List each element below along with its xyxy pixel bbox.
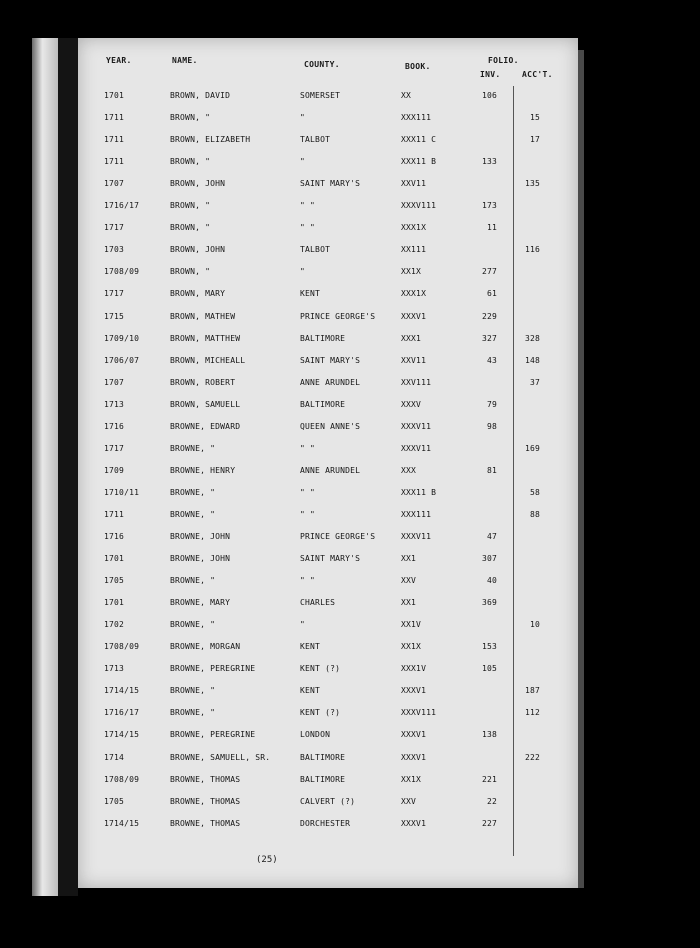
cell-year: 1709 [104,465,125,475]
cell-year: 1708/09 [104,642,140,652]
cell-acct: 15 [529,113,540,123]
cell-name: BROWN, MATHEW [170,311,236,321]
cell-name: BROWN, MARY [170,289,226,299]
cell-county: SAINT MARY'S [300,355,361,365]
cell-acct: 328 [524,333,540,343]
cell-county: BALTIMORE [300,333,346,343]
cell-acct: 88 [529,509,540,519]
cell-county: KENT [300,289,321,299]
cell-book: XX1X [401,267,422,277]
cell-name: BROWN, SAMUELL [170,399,241,409]
cell-name: BROWNE, MARY [170,598,231,608]
table-row [78,223,578,245]
cell-book: XXV [401,796,417,806]
cell-acct: 135 [524,179,540,189]
cell-book: XXXV1 [401,752,427,762]
header-year: YEAR. [106,56,132,65]
cell-book: XXXV1 [401,311,427,321]
cell-year: 1708/09 [104,774,140,784]
table-row [78,620,578,642]
cell-county: " [300,157,306,167]
cell-book: XX1X [401,642,422,652]
cell-year: 1702 [104,620,125,630]
table-row [78,488,578,510]
cell-county: QUEEN ANNE'S [300,421,361,431]
cell-year: 1713 [104,399,125,409]
table-row [78,686,578,708]
cell-county: KENT (?) [300,708,341,718]
cell-county: PRINCE GEORGE'S [300,532,376,541]
cell-county: SOMERSET [300,91,341,100]
cell-county: PRINCE GEORGE'S [300,311,376,321]
table-row [78,201,578,223]
cell-year: 1701 [104,91,125,100]
table-row [78,400,578,422]
cell-book: XXX1X [401,289,427,299]
cell-year: 1707 [104,179,125,189]
header-folio: FOLIO. [488,56,519,65]
cell-book: XXXV111 [401,201,437,211]
cell-acct: 148 [524,355,540,365]
cell-county: " " [300,201,316,211]
cell-county: SAINT MARY'S [300,179,361,189]
cell-inv: 98 [486,421,497,431]
cell-county: " " [300,576,316,586]
table-row [78,730,578,752]
page-right-edge [578,50,584,888]
cell-name: BROWNE, " [170,708,216,718]
cell-book: XXV [401,576,417,586]
cell-year: 1707 [104,377,125,387]
cell-county: " " [300,223,316,233]
cell-year: 1714/15 [104,686,140,696]
cell-acct: 58 [529,487,540,497]
table-row [78,356,578,378]
cell-book: XX [401,91,412,100]
cell-book: XXV11 [401,179,427,189]
cell-name: BROWN, DAVID [170,91,231,100]
cell-name: BROWNE, HENRY [170,465,236,475]
cell-inv: 277 [481,267,497,277]
cell-book: XXXV11 [401,532,432,541]
cell-year: 1701 [104,598,125,608]
cell-year: 1714/15 [104,818,140,828]
table-row [78,91,578,113]
cell-county: SAINT MARY'S [300,554,361,564]
cell-book: XXX11 B [401,487,437,497]
cell-book: XXX111 [401,509,432,519]
cell-inv: 327 [481,333,497,343]
table-row [78,510,578,532]
cell-county: TALBOT [300,135,331,145]
cell-name: BROWNE, PEREGRINE [170,664,256,674]
table-row [78,312,578,334]
cell-name: BROWNE, THOMAS [170,818,241,828]
cell-name: BROWNE, JOHN [170,554,231,564]
table-row [78,289,578,311]
cell-year: 1706/07 [104,355,140,365]
cell-year: 1717 [104,289,125,299]
cell-name: BROWN, ELIZABETH [170,135,251,145]
table-row [78,422,578,444]
film-edge-strip [32,38,58,896]
cell-book: XXXV11 [401,421,432,431]
cell-acct: 169 [524,443,540,453]
cell-name: BROWN, " [170,201,211,211]
cell-inv: 61 [486,289,497,299]
cell-book: XXX111 [401,113,432,123]
table-row [78,642,578,664]
cell-county: ANNE ARUNDEL [300,377,361,387]
cell-acct: 187 [524,686,540,696]
table-row [78,378,578,400]
table-row [78,664,578,686]
cell-inv: 227 [481,818,497,828]
cell-name: BROWNE, " [170,576,216,586]
cell-name: BROWNE, EDWARD [170,421,241,431]
cell-book: XX1 [401,554,417,564]
cell-county: BALTIMORE [300,774,346,784]
cell-inv: 40 [486,576,497,586]
cell-name: BROWN, ROBERT [170,377,236,387]
cell-year: 1716/17 [104,201,140,211]
cell-inv: 47 [486,532,497,541]
cell-year: 1716 [104,421,125,431]
table-row [78,267,578,289]
table-row [78,819,578,841]
cell-book: XXX [401,465,417,475]
cell-county: KENT (?) [300,664,341,674]
table-row [78,135,578,157]
cell-book: XX1V [401,620,422,630]
cell-book: XX111 [401,245,427,255]
cell-name: BROWNE, " [170,686,216,696]
cell-year: 1705 [104,576,125,586]
cell-year: 1711 [104,135,125,145]
cell-year: 1711 [104,113,125,123]
cell-name: BROWNE, JOHN [170,532,231,541]
cell-inv: 22 [486,796,497,806]
cell-year: 1715 [104,311,125,321]
cell-name: BROWNE, MORGAN [170,642,241,652]
cell-name: BROWNE, " [170,620,216,630]
cell-year: 1710/11 [104,487,140,497]
cell-acct: 112 [524,708,540,718]
cell-inv: 43 [486,355,497,365]
cell-book: XXV11 [401,355,427,365]
cell-year: 1705 [104,796,125,806]
cell-name: BROWNE, PEREGRINE [170,730,256,740]
cell-book: XXXV [401,399,422,409]
table-row [78,576,578,598]
cell-name: BROWNE, " [170,509,216,519]
cell-county: " [300,267,306,277]
cell-name: BROWN, MATTHEW [170,333,241,343]
cell-county: BALTIMORE [300,752,346,762]
cell-book: XXX11 C [401,135,437,145]
cell-county: BALTIMORE [300,399,346,409]
cell-inv: 138 [481,730,497,740]
cell-acct: 17 [529,135,540,145]
table-row [78,157,578,179]
cell-name: BROWN, " [170,223,211,233]
table-row [78,532,578,554]
cell-year: 1714 [104,752,125,762]
cell-year: 1703 [104,245,125,255]
cell-inv: 81 [486,465,497,475]
cell-county: KENT [300,686,321,696]
cell-year: 1716 [104,532,125,541]
cell-year: 1716/17 [104,708,140,718]
cell-name: BROWN, JOHN [170,179,226,189]
cell-name: BROWN, " [170,267,211,277]
cell-county: " " [300,443,316,453]
header-inv: INV. [480,70,501,79]
table-row [78,797,578,819]
cell-year: 1717 [104,223,125,233]
cell-county: TALBOT [300,245,331,255]
table-row [78,334,578,356]
cell-inv: 105 [481,664,497,674]
cell-year: 1708/09 [104,267,140,277]
cell-book: XXX1V [401,664,427,674]
cell-inv: 153 [481,642,497,652]
page-gutter [58,38,78,896]
header-county: COUNTY. [304,60,340,69]
cell-name: BROWNE, SAMUELL, SR. [170,752,271,762]
cell-county: ANNE ARUNDEL [300,465,361,475]
cell-book: XXX11 B [401,157,437,167]
cell-inv: 369 [481,598,497,608]
cell-book: XXXV11 [401,443,432,453]
table-row [78,708,578,730]
cell-book: XXXV1 [401,818,427,828]
table-row [78,554,578,576]
cell-inv: 173 [481,201,497,211]
cell-name: BROWNE, THOMAS [170,796,241,806]
cell-county: " " [300,487,316,497]
cell-year: 1709/10 [104,333,140,343]
cell-book: XXXV111 [401,708,437,718]
table-row [78,466,578,488]
cell-acct: 116 [524,245,540,255]
cell-book: XXX1 [401,333,422,343]
cell-acct: 222 [524,752,540,762]
cell-county: DORCHESTER [300,818,351,828]
cell-name: BROWN, MICHEALL [170,355,246,365]
cell-inv: 307 [481,554,497,564]
cell-county: " " [300,509,316,519]
cell-book: XXXV1 [401,686,427,696]
cell-name: BROWN, JOHN [170,245,226,255]
cell-acct: 10 [529,620,540,630]
cell-year: 1711 [104,509,125,519]
cell-county: " [300,113,306,123]
cell-book: XXXV1 [401,730,427,740]
cell-inv: 11 [486,223,497,233]
cell-acct: 37 [529,377,540,387]
cell-name: BROWN, " [170,157,211,167]
cell-name: BROWN, " [170,113,211,123]
header-name: NAME. [172,56,198,65]
cell-name: BROWNE, " [170,487,216,497]
cell-year: 1714/15 [104,730,140,740]
table-row [78,753,578,775]
cell-inv: 133 [481,157,497,167]
cell-county: CALVERT (?) [300,796,356,806]
ledger-page [78,38,578,888]
cell-book: XXX1X [401,223,427,233]
table-row [78,113,578,135]
cell-book: XXV111 [401,377,432,387]
cell-book: XX1X [401,774,422,784]
table-row [78,444,578,466]
cell-inv: 106 [481,91,497,100]
cell-name: BROWNE, " [170,443,216,453]
cell-year: 1713 [104,664,125,674]
page-number: (25) [256,855,278,865]
table-row [78,179,578,201]
cell-county: LONDON [300,730,331,740]
cell-year: 1701 [104,554,125,564]
cell-county: " [300,620,306,630]
cell-name: BROWNE, THOMAS [170,774,241,784]
cell-year: 1711 [104,157,125,167]
table-row [78,245,578,267]
cell-inv: 221 [481,774,497,784]
header-acct: ACC'T. [522,70,553,79]
cell-inv: 229 [481,311,497,321]
cell-book: XX1 [401,598,417,608]
header-book: BOOK. [405,62,431,71]
table-row [78,775,578,797]
cell-year: 1717 [104,443,125,453]
cell-inv: 79 [486,399,497,409]
cell-county: CHARLES [300,598,336,608]
cell-county: KENT [300,642,321,652]
table-row [78,598,578,620]
